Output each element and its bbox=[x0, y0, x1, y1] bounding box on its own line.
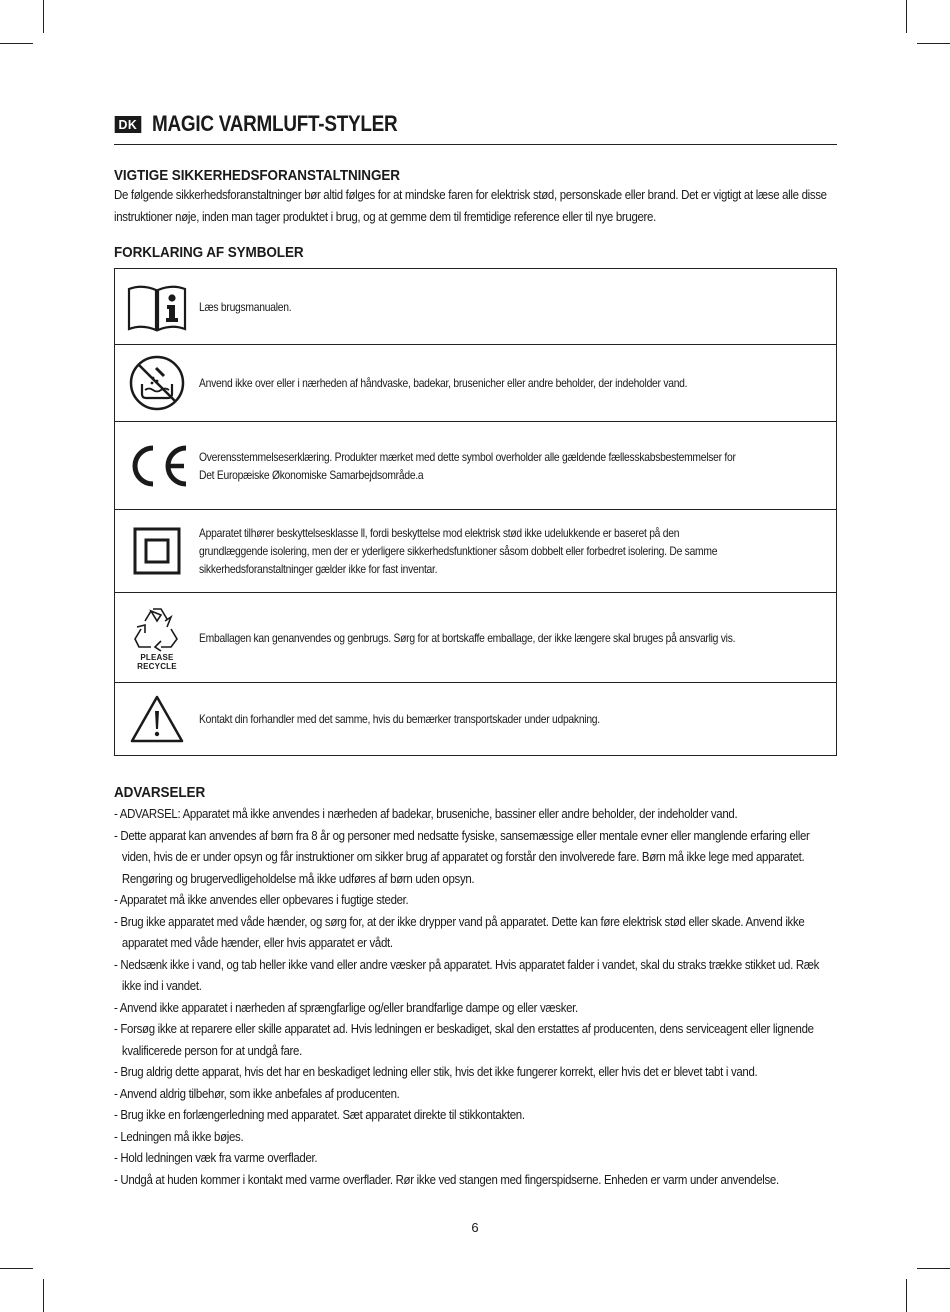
safety-text: De følgende sikkerhedsforanstaltninger bør altid følges for at mindske faren for elektrisk stød, personskade eller brand. Det er vigtigt at læse alle disse instruktioner nøje, inden man tager produktet i brug, og at gemme dem til fremtidige reference eller til nye brugere. bbox=[114, 187, 827, 224]
recycle-label-line: PLEASE bbox=[140, 652, 174, 662]
list-item: - Ledningen må ikke bøjes. bbox=[114, 1128, 244, 1144]
warnings-heading: ADVARSELER bbox=[114, 784, 206, 801]
page-number: 6 bbox=[471, 1220, 479, 1235]
crop-mark bbox=[43, 1279, 44, 1312]
safety-section bbox=[114, 167, 837, 228]
crop-mark bbox=[0, 1268, 33, 1269]
warning-icon bbox=[115, 694, 199, 744]
symbol-description: Anvend ikke over eller i nærheden af håndvaske, badekar, brusenicher eller andre beholder, der indeholder vand. bbox=[199, 376, 688, 390]
symbols-heading: FORKLARING AF SYMBOLER bbox=[114, 244, 304, 261]
symbols-table bbox=[114, 268, 837, 756]
list-item: - Nedsænk ikke i vand, og tab heller ikke vand eller andre væsker på apparatet. Hvis apparatet falder i vandet, skal du straks trække stikket ud. Ræk ikke ind i vandet. bbox=[114, 956, 820, 993]
crop-mark bbox=[906, 0, 907, 33]
symbol-description: Overensstemmelseserklæring. Produkter mærket med dette symbol overholder alle gældende fællesskabsbestemmelser for Det Europæiske Økonomiske Samarbejdsområde.a bbox=[199, 449, 736, 482]
symbol-row bbox=[115, 593, 836, 683]
symbol-description: Kontakt din forhandler med det samme, hvis du bemærker transportskader under udpakning. bbox=[199, 712, 600, 726]
warnings-list bbox=[114, 803, 837, 1190]
document-title: MAGIC VARMLUFT-STYLER bbox=[151, 111, 398, 136]
list-item: - Undgå at huden kommer i kontakt med varme overflader. Rør ikke ved stangen med fingerspidserne. Enheden er varm under anvendelse. bbox=[114, 1171, 779, 1187]
symbols-section bbox=[114, 244, 837, 756]
crop-mark bbox=[0, 43, 33, 44]
manual-info-icon bbox=[115, 281, 199, 333]
manual-page bbox=[114, 108, 837, 1190]
list-item: - Brug ikke en forlængerledning med apparatet. Sæt apparatet direkte til stikkontakten. bbox=[114, 1107, 525, 1122]
class-ii-icon bbox=[115, 527, 199, 575]
list-item: - Anvend ikke apparatet i nærheden af sprængfarlige og/eller brandfarlige dampe og eller væsker. bbox=[114, 999, 578, 1015]
list-item: - ADVARSEL: Apparatet må ikke anvendes i nærheden af badekar, bruseniche, bassiner eller andre beholder, der indeholder vand. bbox=[114, 806, 738, 821]
symbol-description: Læs brugsmanualen. bbox=[199, 299, 292, 314]
recycle-label-line: RECYCLE bbox=[137, 661, 177, 671]
language-badge: DK bbox=[115, 116, 141, 133]
list-item: - Anvend aldrig tilbehør, som ikke anbefales af producenten. bbox=[114, 1085, 400, 1101]
title-bar bbox=[114, 108, 837, 145]
list-item: - Apparatet må ikke anvendes eller opbevares i fugtige steder. bbox=[114, 892, 409, 907]
list-item: - Brug ikke apparatet med våde hænder, og sørg for, at der ikke drypper vand på apparatet. Dette kan føre elektrisk stød eller skade. Anvend ikke apparatet med våde hænder, eller hvis apparatet er vådt. bbox=[114, 913, 805, 950]
symbol-description: Apparatet tilhører beskyttelsesklasse ll, fordi beskyttelse mod elektrisk stød ikke udelukkende er baseret på den grundlæggende isolering, men der er yderligere sikkerhedsfunktioner såsom dobbelt eller forbedret isolering. De samme sikkerhedsforanstaltninger gælder ikke for fast inventar. bbox=[199, 526, 718, 576]
warnings-section bbox=[114, 784, 837, 1190]
recycle-icon bbox=[115, 605, 199, 671]
recycle-label bbox=[137, 653, 177, 671]
warnings-list-wrapper bbox=[114, 803, 837, 1190]
safety-heading: VIGTIGE SIKKERHEDSFORANSTALTNINGER bbox=[114, 167, 400, 184]
ce-mark-icon bbox=[115, 443, 199, 489]
symbol-row bbox=[115, 269, 836, 345]
symbol-description: Emballagen kan genanvendes og genbrugs. Sørg for at bortskaffe emballage, der ikke længere skal bruges på ansvarlig vis. bbox=[199, 630, 736, 645]
list-item: - Dette apparat kan anvendes af børn fra 8 år og personer med nedsatte fysiske, sansemæssige eller mentale evner eller manglende erfaring eller viden, hvis de er under opsyn og får instruktioner om sikker brug af apparatet og forstår den involverede fare. Børn må ikke lege med apparatet. Rengøring og brugervedligeholdelse må ikke udføres af børn uden opsyn. bbox=[114, 827, 810, 886]
list-item: - Forsøg ikke at reparere eller skille apparatet ad. Hvis ledningen er beskadiget, skal den erstattes af producenten, dens serviceagent eller lignende kvalificerede person for at undgå fare. bbox=[114, 1021, 814, 1058]
symbol-row bbox=[115, 683, 836, 755]
crop-mark bbox=[917, 1268, 950, 1269]
list-item: - Brug aldrig dette apparat, hvis det har en beskadiget ledning eller stik, hvis det ikke fungerer korrekt, eller hvis det er blevet tabt i vand. bbox=[114, 1064, 758, 1079]
symbol-row bbox=[115, 422, 836, 510]
symbol-row bbox=[115, 510, 836, 593]
symbol-row bbox=[115, 345, 836, 422]
no-water-icon bbox=[115, 354, 199, 412]
crop-mark bbox=[43, 0, 44, 33]
crop-mark bbox=[917, 43, 950, 44]
crop-mark bbox=[906, 1279, 907, 1312]
list-item: - Hold ledningen væk fra varme overflader. bbox=[114, 1150, 318, 1165]
